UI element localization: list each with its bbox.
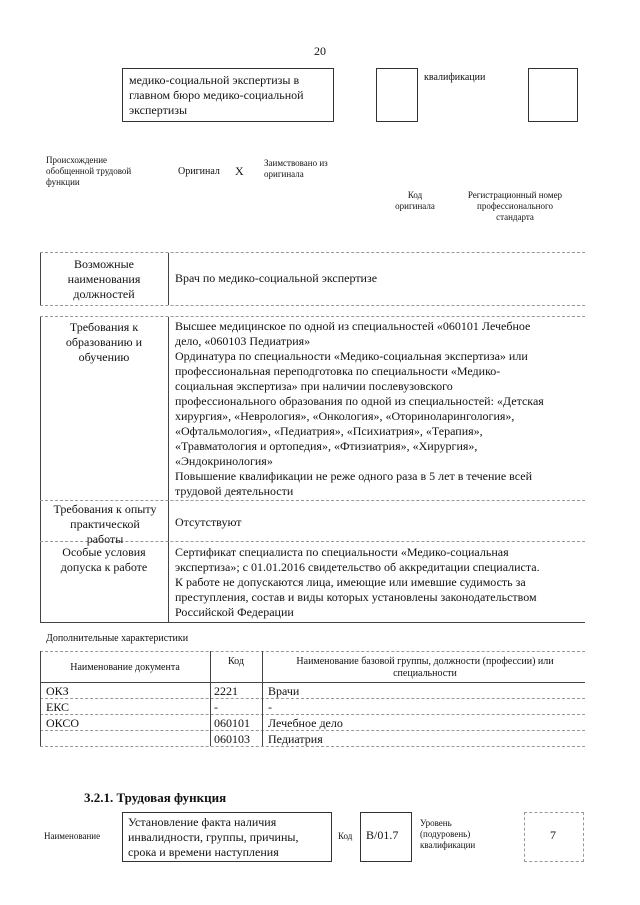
education-label xyxy=(44,320,164,365)
add-table-header-line xyxy=(40,682,585,683)
add-table-row-line xyxy=(40,698,585,699)
reg-number-line: стандарта xyxy=(496,212,534,222)
section-name-label: Наименование xyxy=(44,831,101,841)
add-row-doc: ОКСО xyxy=(46,716,80,730)
add-row-code: - xyxy=(214,700,218,714)
page-number: 20 xyxy=(314,44,326,58)
special-line: Российской Федерации xyxy=(175,605,294,619)
reg-number-line: профессионального xyxy=(477,201,553,211)
education-line: «Эндокринология» xyxy=(175,454,273,468)
add-table-col-divider xyxy=(262,651,263,746)
borrowed-line: оригинала xyxy=(264,169,304,179)
education-line: дело, «060103 Педиатрия» xyxy=(175,334,311,348)
special-line: преступления, состав и виды которых установлены законодательством xyxy=(175,590,537,604)
education-line: «Травматология и ортопедия», «Фтизиатрия», «Хирургия», xyxy=(175,439,478,453)
special-label xyxy=(44,545,164,575)
experience-label-line: Требования к опыту xyxy=(53,502,157,516)
section-title: 3.2.1. Трудовая функция xyxy=(84,790,227,805)
original-mark: X xyxy=(235,164,244,178)
function-name-line: медико-социальной экспертизы в xyxy=(129,73,300,87)
origin-label-line: функции xyxy=(46,177,80,187)
add-row-code: 060103 xyxy=(214,732,250,746)
add-header-code: Код xyxy=(228,656,244,667)
req-table-sep xyxy=(40,316,585,317)
education-label-line: обучению xyxy=(78,350,130,364)
req-table-sep xyxy=(40,500,585,501)
add-header-name-line: специальности xyxy=(393,668,457,679)
original-code-line: оригинала xyxy=(395,201,435,211)
special-line: Сертификат специалиста по специальности «Медико-социальная xyxy=(175,545,509,559)
special-text xyxy=(175,545,585,620)
additional-title: Дополнительные характеристики xyxy=(46,633,189,644)
education-line: профессионального образования по одной из специальностей: «Детская xyxy=(175,394,544,408)
education-line: хирургия», «Неврология», «Онкология», «Оториноларингология», xyxy=(175,409,515,423)
section-level-label xyxy=(420,818,475,851)
section-name-line: срока и времени наступления xyxy=(128,845,279,859)
add-row-name: Педиатрия xyxy=(268,732,323,746)
original-code-label xyxy=(385,190,445,212)
section-code-value: B/01.7 xyxy=(366,828,399,842)
experience-label xyxy=(44,502,166,547)
positions-label-line: наименования xyxy=(67,272,141,286)
req-table-sep xyxy=(40,305,585,306)
education-line: Ординатура по специальности «Медико-социальная экспертиза» или xyxy=(175,349,528,363)
positions-label xyxy=(44,257,164,302)
req-table-top xyxy=(40,252,585,253)
add-header-name xyxy=(264,656,586,680)
reg-number-label xyxy=(455,190,575,223)
experience-value: Отсутствуют xyxy=(175,515,242,529)
section-level-line: квалификации xyxy=(420,840,476,850)
education-line: «Офтальмология», «Педиатрия», «Психиатрия», «Терапия», xyxy=(175,424,483,438)
origin-label-line: Происхождение xyxy=(46,155,108,165)
education-label-line: Требования к xyxy=(69,320,139,334)
req-table-bottom xyxy=(40,622,585,623)
add-row-name: Врачи xyxy=(268,684,300,698)
function-name-line: экспертизы xyxy=(129,103,188,117)
code-box xyxy=(376,68,418,122)
section-code-label: Код xyxy=(338,831,353,841)
add-table-col-divider xyxy=(210,651,211,746)
education-line: трудовой деятельности xyxy=(175,484,294,498)
origin-label-line: обобщенной трудовой xyxy=(46,166,132,176)
add-row-name: Лечебное дело xyxy=(268,716,343,730)
add-table-left-border xyxy=(40,651,41,746)
add-row-code: 2221 xyxy=(214,684,238,698)
req-table-divider xyxy=(168,317,169,623)
education-line: Повышение квалификации не реже одного раза в 5 лет в течение всей xyxy=(175,469,532,483)
level-box xyxy=(528,68,578,122)
add-header-doc: Наименование документа xyxy=(70,662,180,673)
add-table-row-line xyxy=(40,714,585,715)
req-table-left-border xyxy=(40,253,41,305)
add-row-doc: ЕКС xyxy=(46,700,70,714)
add-table-top xyxy=(40,651,585,652)
positions-label-line: Возможные xyxy=(74,257,134,271)
function-name-line: главном бюро медико-социальной xyxy=(129,88,304,102)
req-table-left-border xyxy=(40,317,41,623)
positions-label-line: должностей xyxy=(73,287,135,301)
borrowed-line: Заимствовано из xyxy=(264,158,328,168)
education-label-line: образованию и xyxy=(65,335,143,349)
section-level-line: Уровень xyxy=(420,818,452,828)
special-label-line: Особые условия xyxy=(62,545,146,559)
add-row-name: - xyxy=(268,700,272,714)
education-line: профессиональная переподготовка по специальности «Медико- xyxy=(175,364,501,378)
original-label: Оригинал xyxy=(178,166,220,177)
add-header-name-line: Наименование базовой группы, должности (профессии) или xyxy=(296,656,554,667)
borrowed-label xyxy=(264,158,328,180)
section-name-line: Установление факта наличия xyxy=(128,815,277,829)
positions-value: Врач по медико-социальной экспертизе xyxy=(175,271,378,285)
function-name-box xyxy=(122,68,334,122)
section-level-value: 7 xyxy=(550,828,556,842)
qualification-label: квалификации xyxy=(424,72,486,83)
original-code-line: Код xyxy=(407,190,423,200)
education-text xyxy=(175,319,585,499)
special-label-line: допуска к работе xyxy=(60,560,148,574)
education-line: Высшее медицинское по одной из специальностей «060101 Лечебное xyxy=(175,319,531,333)
section-level-line: (подуровень) xyxy=(420,829,471,839)
section-name-line: инвалидности, группы, причины, xyxy=(128,830,299,844)
education-line: социальная экспертиза» при наличии послевузовского xyxy=(175,379,453,393)
experience-label-line: практической xyxy=(70,517,140,531)
add-row-code: 060101 xyxy=(214,716,250,730)
origin-label xyxy=(46,155,166,188)
special-line: экспертиза»; с 01.01.2016 свидетельство об аккредитации специалиста. xyxy=(175,560,540,574)
add-row-doc: ОКЗ xyxy=(46,684,69,698)
experience-label-line: работы xyxy=(86,532,124,546)
req-table-divider xyxy=(168,253,169,305)
reg-number-line: Регистрационный номер xyxy=(467,190,563,200)
special-line: К работе не допускаются лица, имеющие или имевшие судимость за xyxy=(175,575,526,589)
section-name-box xyxy=(122,812,332,862)
